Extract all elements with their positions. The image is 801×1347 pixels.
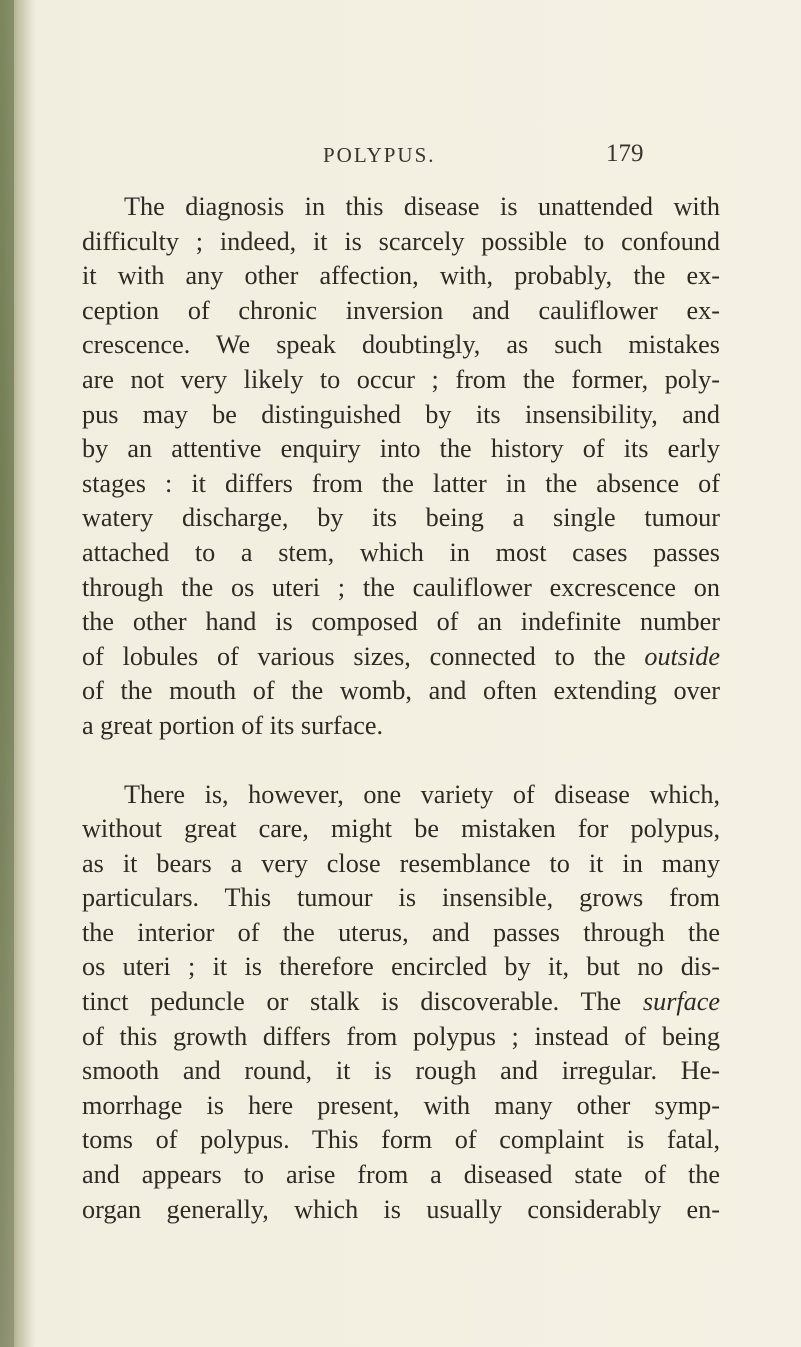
text-line: morrhage is here present, with many other symp- [82,1090,720,1120]
body-text [82,190,720,1227]
text-line: smooth and round, it is rough and irregular. He- [82,1056,720,1086]
text-line: toms of polypus. This form of complaint is fatal, [82,1125,720,1155]
text-run: of lobules of various sizes, connected to the [82,641,645,671]
text-line: a great portion of its surface. [82,710,384,740]
text-run: tinct peduncle or stalk is discoverable. The [82,987,643,1017]
page-gutter-fade [14,0,36,1347]
text-line: particulars. This tumour is insensible, grows from [82,883,720,913]
text-line: as it bears a very close resemblance to it in many [82,848,720,878]
text-line: without great care, might be mistaken for polypus, [82,814,720,844]
text-line: the interior of the uterus, and passes through the [82,917,720,947]
text-line: of this growth differs from polypus ; instead of being [82,1021,720,1051]
text-line: stages : it differs from the latter in the absence of [82,468,720,498]
text-line: it with any other affection, with, probably, the ex- [82,261,720,291]
text-line: organ generally, which is usually considerably en- [82,1194,720,1224]
text-line: crescence. We speak doubtingly, as such mistakes [82,330,720,360]
text-line: difficulty ; indeed, it is scarcely possible to confound [82,226,720,256]
text-line: of the mouth of the womb, and often extending over [82,676,720,706]
text-line: are not very likely to occur ; from the former, poly- [82,364,720,394]
emphasized-word: outside [644,641,720,671]
text-line: the other hand is composed of an indefinite number [82,607,720,637]
text-line: and appears to arise from a diseased state of the [82,1160,720,1190]
text-line: The diagnosis in this disease is unattended with [124,192,720,221]
page-edge-shadow [0,0,14,1347]
text-line: pus may be distinguished by its insensibility, and [82,399,720,429]
text-line: through the os uteri ; the cauliflower excrescence on [82,572,720,602]
text-line-with-emphasis [82,640,720,675]
running-head [0,140,801,173]
running-head-title: POLYPUS. [323,143,436,167]
emphasized-word: surface [642,987,720,1017]
text-line: watery discharge, by its being a single tumour [82,503,720,533]
page-number: 179 [606,140,644,167]
text-line: There is, however, one variety of disease which, [124,779,720,809]
text-line: attached to a stem, which in most cases passes [82,537,720,567]
text-line: os uteri ; it is therefore encircled by it, but no dis- [82,952,720,982]
text-line: ception of chronic inversion and cauliflower ex- [82,295,720,325]
text-line-with-emphasis [82,985,720,1020]
text-line: by an attentive enquiry into the history of its early [82,434,720,464]
paragraph-gap [82,744,720,778]
